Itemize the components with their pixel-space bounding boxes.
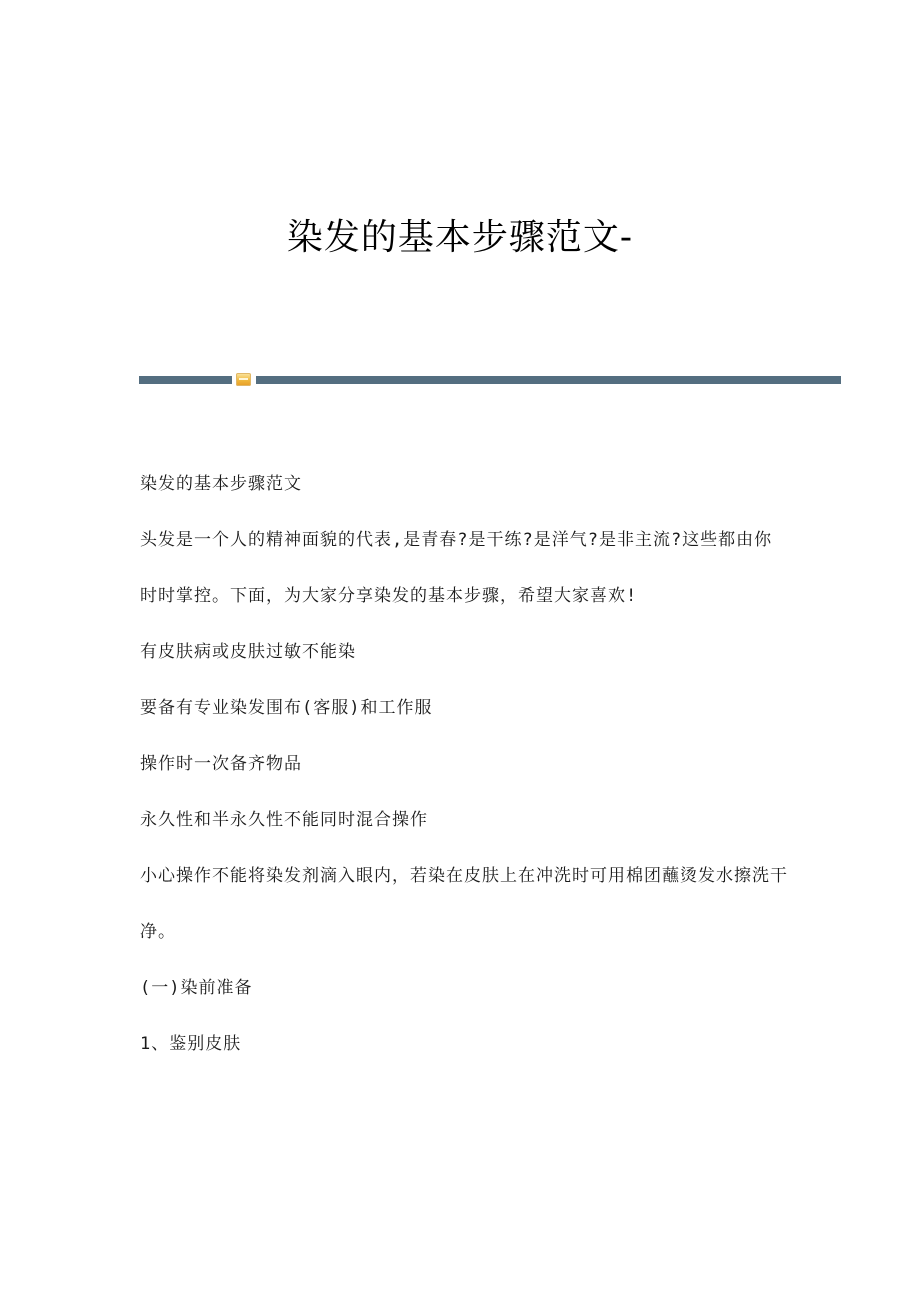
paragraph-item: 小心操作不能将染发剂滴入眼内，若染在皮肤上在冲洗时可用棉团蘸烫发水擦洗干净。 (140, 866, 788, 942)
page-title: 染发的基本步骤范文- (286, 217, 634, 258)
divider-bar-right (256, 376, 841, 384)
document-body (140, 470, 790, 1086)
paragraph-item: 操作时一次备齐物品 (140, 754, 302, 774)
paragraph-item: 有皮肤病或皮肤过敏不能染 (140, 642, 356, 662)
paragraph-item: 要备有专业染发围布(客服)和工作服 (140, 698, 433, 718)
subsection-heading: 1、鉴别皮肤 (140, 1034, 242, 1054)
section-heading: (一)染前准备 (140, 978, 253, 998)
divider-bar-left (139, 376, 232, 384)
paragraph-heading: 染发的基本步骤范文 (140, 474, 302, 494)
paragraph-item: 永久性和半永久性不能同时混合操作 (140, 810, 428, 830)
title-divider (139, 373, 841, 387)
envelope-ornament-icon (236, 373, 251, 386)
paragraph-intro: 头发是一个人的精神面貌的代表,是青春?是干练?是洋气?是非主流?这些都由你时时掌控。下面，为大家分享染发的基本步骤，希望大家喜欢! (140, 530, 773, 606)
